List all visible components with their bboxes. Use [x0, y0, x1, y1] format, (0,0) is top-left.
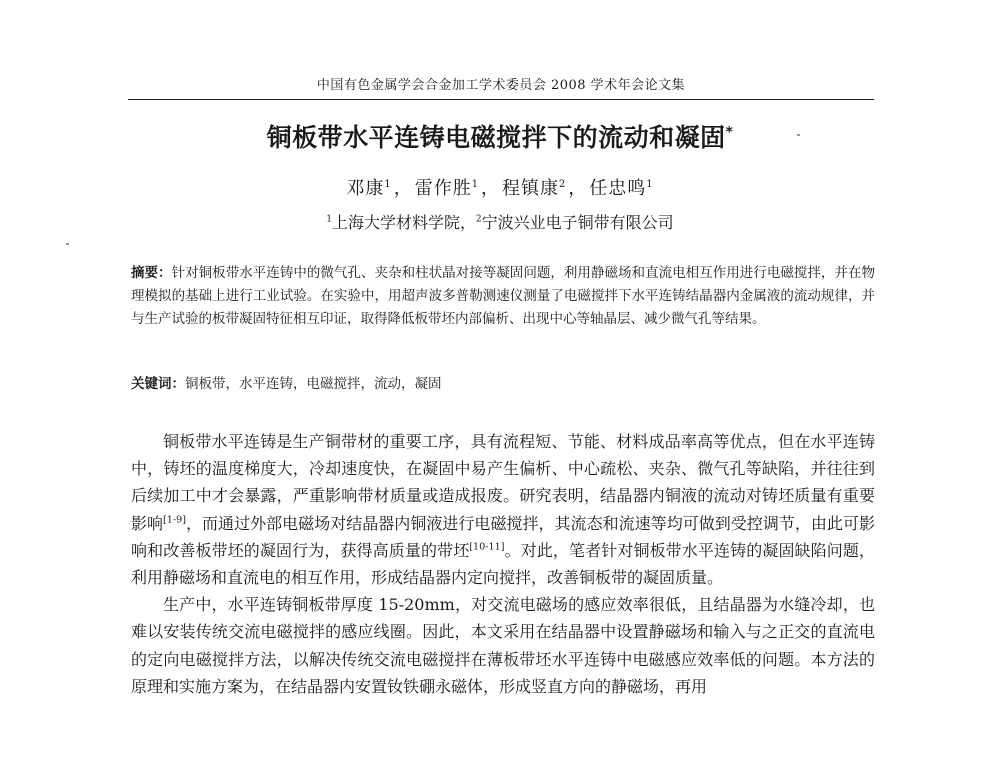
running-header: 中国有色金属学会合金加工学术委员会 2008 学术年会论文集	[128, 74, 874, 100]
title-footnote-mark: *	[725, 124, 734, 141]
paragraph-text: 。对此，笔者针对铜板带水平连铸的凝固缺陷问题，利用静磁场和直流电的相互作用，形成结晶器内定向搅拌，改善铜板带的凝固质量。	[131, 540, 875, 588]
keywords-label: 关键词：	[131, 376, 185, 392]
citation: [1-9]	[163, 514, 186, 526]
paragraph-text: ，而通过外部电磁场对结晶器内铜液进行电磁搅拌，其流态和流速等均可做到受控调节，由此可影响和改善板带坯的凝固行为，获得高质量的带坯	[131, 513, 875, 560]
author-separator: ，	[393, 178, 413, 199]
paper-title	[0, 118, 1000, 154]
affiliation-name: 宁波兴业电子铜带有限公司	[481, 213, 674, 232]
citation: [10-11]	[469, 541, 505, 553]
author-name: 程镇康	[502, 178, 559, 199]
author-separator: ，	[568, 178, 588, 199]
title-text: 铜板带水平连铸电磁搅拌下的流动和凝固	[266, 123, 726, 152]
keywords-text: 铜板带，水平连铸，电磁搅拌，流动，凝固	[185, 376, 442, 392]
affiliations	[0, 210, 1000, 233]
scan-speck	[66, 243, 69, 245]
affiliation-mark: 2	[476, 214, 482, 225]
author-name: 邓康	[346, 178, 385, 199]
affiliation-mark: 1	[326, 214, 332, 225]
author-list	[0, 174, 1000, 200]
body-paragraph-2: 生产中，水平连铸铜板带厚度 15-20mm，对交流电磁场的感应效率很低，且结晶器为水缝冷却，也难以安装传统交流电磁搅拌的感应线圈。因此，本文采用在结晶器中设置静磁场和输入与之正交的直流电的定向电磁搅拌方法，以解决传统交流电磁搅拌在薄板带坯水平连铸中电磁感应效率低的问题。本方法的原理和实施方案为，在结晶器内安置钕铁硼永磁体，形成竖直方向的静磁场，再用	[131, 595, 875, 696]
author-name: 雷作胜	[414, 178, 472, 199]
author-separator: ，	[481, 178, 500, 199]
body-paragraph-1	[131, 428, 875, 591]
body-text	[131, 428, 875, 700]
affiliation-name: 上海大学材料学院，	[331, 213, 476, 232]
paragraph-text: 铜板带水平连铸是生产铜带材的重要工序，具有流程短、节能、材料成品率高等优点，但在水平连铸中，铸坯的温度梯度大，冷却速度快，在凝固中易产生偏析、中心疏松、夹杂、微气孔等缺陷，并往往到后续加工中才会暴露，严重影响带材质量或造成报废。研究表明，结晶器内铜液的流动对铸坯质量有重要影响	[131, 432, 875, 533]
author-name: 任忠鸣	[589, 178, 647, 199]
scan-speck	[797, 134, 800, 136]
author-affiliation-mark: 1	[646, 179, 654, 190]
abstract-label: 摘要：	[131, 265, 172, 281]
abstract-text: 针对铜板带水平连铸中的微气孔、夹杂和柱状晶对接等凝固问题，利用静磁场和直流电相互作用进行电磁搅拌，并在物理模拟的基础上进行工业试验。在实验中，用超声波多普勒测速仪测量了电磁搅拌下水平连铸结晶器内金属液的流动规律，并与生产试验的板带凝固特征相互印证，取得降低板带坯内部偏析、出现中心等轴晶层、减少微气孔等结果。	[131, 265, 876, 327]
abstract	[131, 262, 875, 331]
author-affiliation-mark: 2	[559, 179, 567, 190]
keywords	[131, 373, 875, 396]
author-affiliation-mark: 1	[384, 179, 392, 190]
author-affiliation-mark: 1	[471, 179, 479, 190]
